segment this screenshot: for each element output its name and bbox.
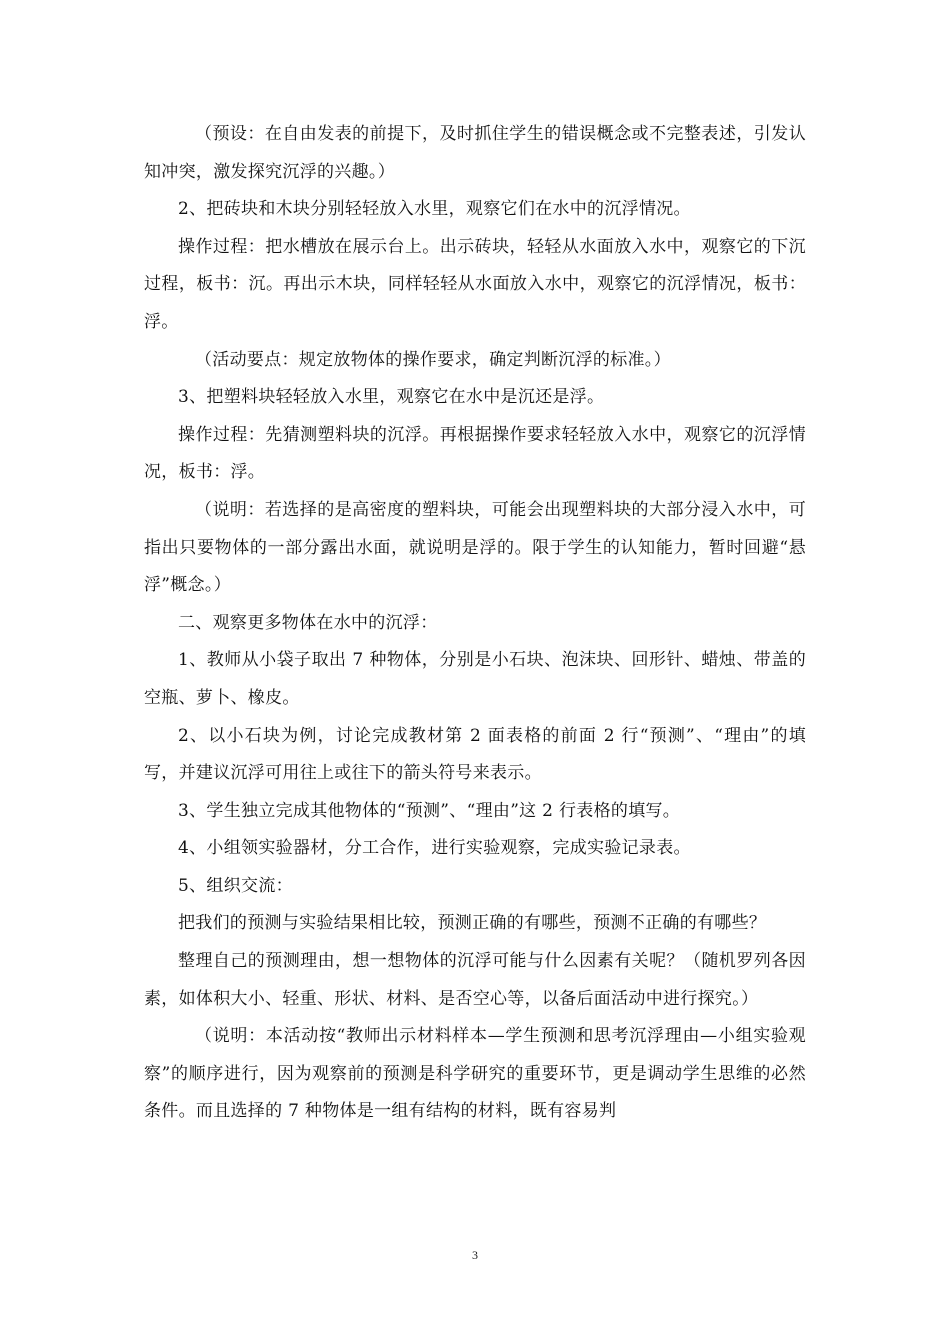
paragraph-step-2: 2、把砖块和木块分别轻轻放入水里，观察它们在水中的沉浮情况。: [178, 199, 691, 220]
paragraph-item-5: 5、组织交流：: [178, 875, 293, 896]
paragraph-compare-predictions: 把我们的预测与实验结果相比较，预测正确的有哪些，预测不正确的有哪些？: [178, 913, 767, 934]
page-number: 3: [472, 1248, 478, 1262]
paragraph-organize-reasons: 整理自己的预测理由，想一想物体的沉浮可能与什么因素有关呢？（随机罗列各因素，如体积大小、轻重、形状、材料、是否空心等，以备后面活动中进行探究。）: [144, 951, 806, 1009]
paragraph-operation-2: 操作过程：先猜测塑料块的沉浮。再根据操作要求轻轻放入水中，观察它的沉浮情况，板书：浮。: [144, 424, 806, 483]
paragraph-operation-1: 操作过程：把水槽放在展示台上。出示砖块，轻轻从水面放入水中，观察它的下沉过程，板书：沉。再出示木块，同样轻轻从水面放入水中，观察它的沉浮情况，板书：浮。: [144, 236, 806, 332]
paragraph-activity-key-points: （活动要点：规定放物体的操作要求，确定判断沉浮的标准。）: [195, 349, 671, 370]
section-heading-2: 二、观察更多物体在水中的沉浮：: [178, 612, 438, 633]
paragraph-item-4: 4、小组领实验器材，分工合作，进行实验观察，完成实验记录表。: [178, 838, 691, 859]
paragraph-item-1: 1、教师从小袋子取出 7 种物体，分别是小石块、泡沫块、回形针、蜡烛、带盖的空瓶、萝卜、橡皮。: [144, 650, 806, 708]
document-body: [144, 116, 806, 1131]
paragraph-item-2: 2、以小石块为例，讨论完成教材第 2 面表格的前面 2 行“预测”、“理由”的填写，并建议沉浮可用往上或往下的箭头符号来表示。: [144, 725, 806, 784]
paragraph-item-3: 3、学生独立完成其他物体的“预测”、“理由”这 2 行表格的填写。: [178, 800, 681, 821]
paragraph-explanation-2: （说明：本活动按“教师出示材料样本—学生预测和思考沉浮理由—小组实验观察”的顺序进行，因为观察前的预测是科学研究的重要环节，更是调动学生思维的必然条件。而且选择的 7 种物体是一组有结构的材料，既有容易判: [144, 1026, 806, 1122]
paragraph-step-3: 3、把塑料块轻轻放入水里，观察它在水中是沉还是浮。: [178, 387, 605, 408]
paragraph-preset-note: （预设：在自由发表的前提下，及时抓住学生的错误概念或不完整表述，引发认知冲突，激发探究沉浮的兴趣。）: [144, 124, 806, 182]
paragraph-explanation-1: （说明：若选择的是高密度的塑料块，可能会出现塑料块的大部分浸入水中，可指出只要物体的一部分露出水面，就说明是浮的。限于学生的认知能力，暂时回避“悬浮”概念。）: [144, 499, 806, 596]
